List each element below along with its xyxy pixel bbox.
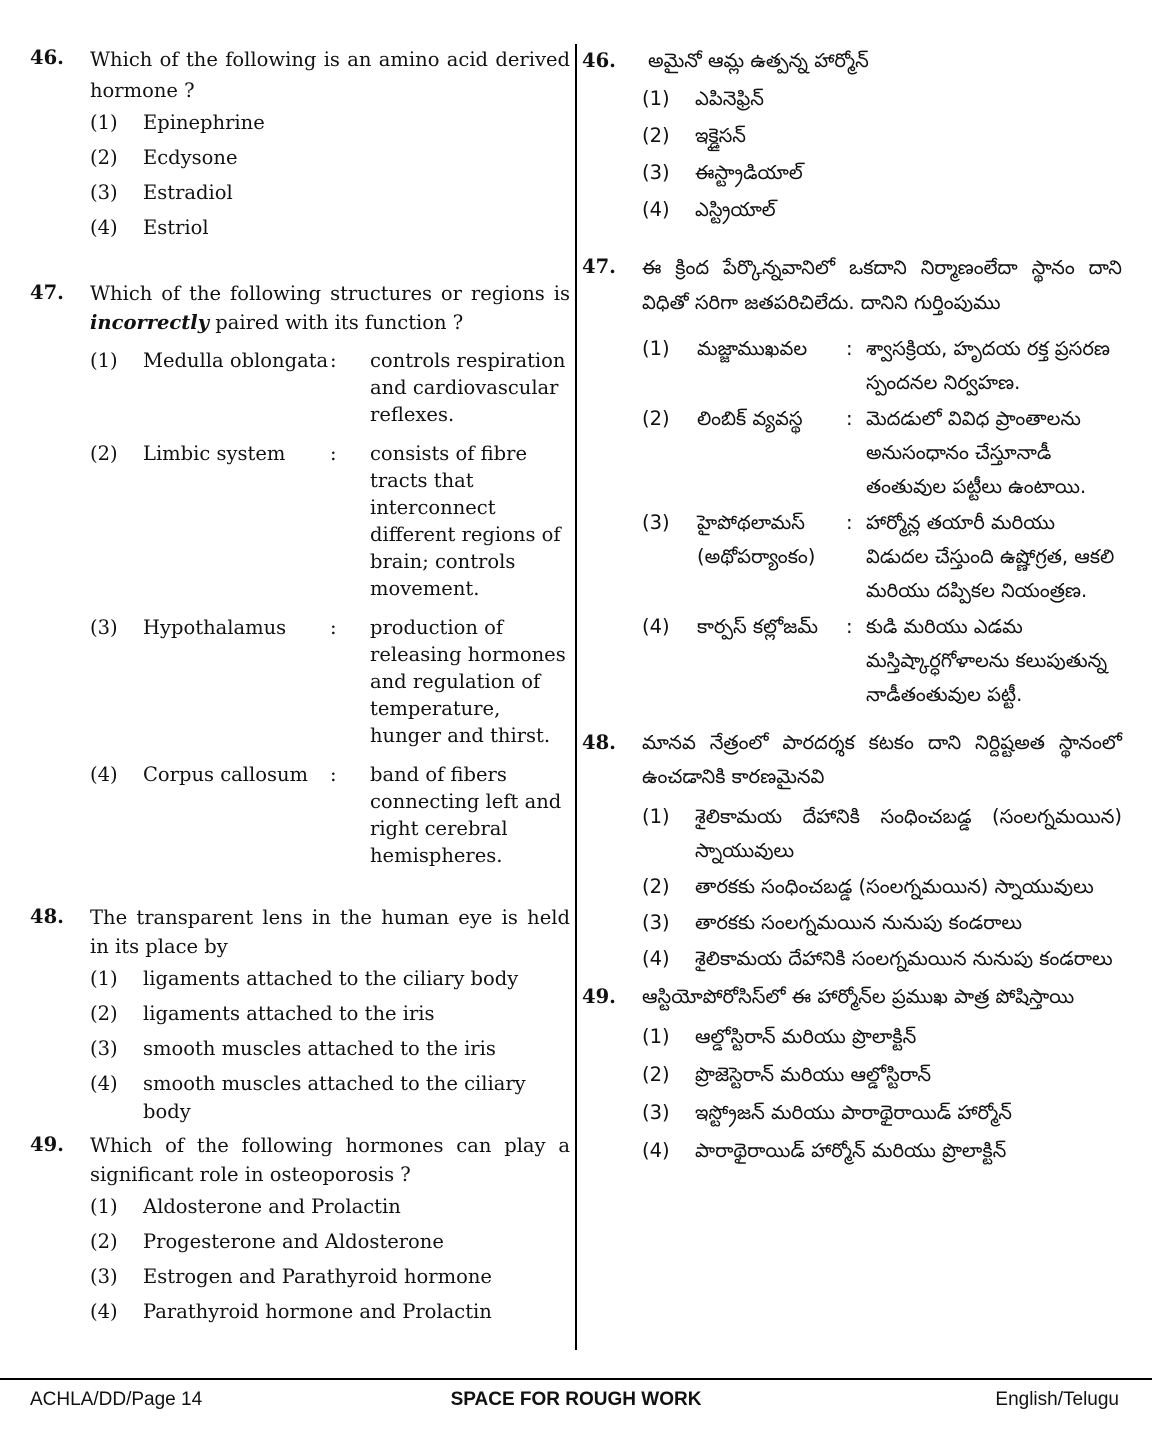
option-text: Parathyroid hormone and Prolactin <box>143 1300 492 1323</box>
option-text: Epinephrine <box>143 111 265 134</box>
option-number: (3) <box>90 181 118 204</box>
question-number: 49. <box>30 1133 64 1156</box>
option-number: (2) <box>642 124 670 147</box>
question-text: అమైనో ఆమ్ల ఉత్పన్న హార్మోన్ <box>648 49 869 72</box>
structure-name: Hypothalamus <box>143 616 287 639</box>
function-description: band of fibers connecting left and right cerebral hemispheres. <box>370 763 562 867</box>
option-number: (3) <box>90 616 118 639</box>
option <box>90 144 570 179</box>
option <box>90 1070 570 1123</box>
option-number: (4) <box>642 615 670 638</box>
option <box>90 1228 570 1263</box>
option-number: (4) <box>642 947 670 970</box>
option-text: తారకకు సంధించబడ్డ (సంలగ్నమయిన) స్నాయువులు <box>695 875 1094 898</box>
question-46-telugu <box>582 44 1122 230</box>
question-text: Which of the following hormones can play a significant role in osteoporosis ? <box>90 1134 570 1186</box>
option-number: (2) <box>90 442 118 465</box>
option-text: ఎస్ట్రియాల్ <box>695 198 776 221</box>
page-code: ACHLA/DD/Page 14 <box>30 1389 203 1410</box>
option-number: (4) <box>642 1139 670 1162</box>
structure-name: కార్పస్ కల్లోజమ్ <box>697 615 819 638</box>
option <box>642 82 1122 119</box>
option <box>90 214 570 249</box>
column-divider <box>575 44 577 1350</box>
option-number: (1) <box>90 967 118 990</box>
separator: : <box>846 511 853 534</box>
separator: : <box>846 615 853 638</box>
option-text: ఎపినెఫ్రిన్ <box>695 87 764 110</box>
option <box>90 1193 570 1228</box>
language-label: English/Telugu <box>995 1389 1119 1410</box>
option-text: ఆల్డోస్టిరాన్ మరియు ప్రొలాక్టిన్ <box>695 1025 917 1048</box>
option-text: Estrogen and Parathyroid hormone <box>143 1265 492 1288</box>
option-number: (2) <box>90 146 118 169</box>
question-text: మానవ నేత్రంలో పారదర్శక కటకం దాని నిర్దిష్టఅత స్థానంలో ఉంచడానికి కారణమైనవి <box>642 731 1122 788</box>
question-47 <box>30 279 570 869</box>
separator: : <box>330 442 337 465</box>
option <box>642 119 1122 156</box>
question-number: 49. <box>582 985 616 1008</box>
option-number: (1) <box>90 1195 118 1218</box>
option-number: (3) <box>642 161 670 184</box>
option <box>642 870 1122 904</box>
question-46 <box>30 44 570 249</box>
match-row <box>642 402 1122 504</box>
question-48-telugu <box>582 726 1122 976</box>
match-row <box>642 610 1122 712</box>
question-number: 47. <box>582 255 616 278</box>
question-text: ఆస్టియోపోరోసిస్‌లో ఈ హార్మోన్‌ల ప్రముఖ పాత్ర పోషిస్తాయి <box>642 985 1075 1008</box>
function-description: controls respiration and cardiovascular reflexes. <box>370 349 566 426</box>
option-number: (2) <box>642 1063 670 1086</box>
option-text: ఇస్ట్రోజన్ మరియు పారాథైరాయిడ్ హార్మోన్ <box>695 1101 1012 1124</box>
function-description: కుడి మరియు ఎడమ మస్తిష్కార్ధగోళాలను కలుపుతున్న నాడీతంతువుల పట్టీ. <box>866 615 1108 706</box>
option <box>642 1134 1122 1172</box>
option-text: తారకకు సంలగ్నమయిన నునుపు కండరాలు <box>695 911 1022 934</box>
option-number: (1) <box>642 87 670 110</box>
question-number: 46. <box>582 49 616 72</box>
option-number: (1) <box>90 349 118 372</box>
option <box>642 193 1122 230</box>
option-number: (3) <box>90 1037 118 1060</box>
match-row <box>90 440 570 602</box>
structure-name: Corpus callosum <box>143 763 309 786</box>
function-description: consists of fibre tracts that interconnect different regions of brain; controls movement. <box>370 442 561 600</box>
option <box>90 1035 570 1070</box>
question-number: 46. <box>30 46 64 69</box>
option-number: (1) <box>642 1025 670 1048</box>
separator: : <box>330 349 337 372</box>
telugu-column <box>582 40 1122 1172</box>
match-row <box>90 614 570 749</box>
option-text: శైలికామయ దేహానికి సంధించబడ్డ (సంలగ్నమయిన) స్నాయువులు <box>695 805 1122 862</box>
function-description: శ్వాసక్రియ, హృదయ రక్త ప్రసరణ స్పందనల నిర్వహణ. <box>866 337 1111 394</box>
structure-name: మజ్జాముఖవల <box>697 337 808 360</box>
option-number: (3) <box>642 911 670 934</box>
option-text: smooth muscles attached to the ciliary body <box>143 1072 526 1123</box>
option <box>642 800 1122 868</box>
option-number: (1) <box>642 337 670 360</box>
option-number: (3) <box>642 1101 670 1124</box>
option-number: (4) <box>90 216 118 239</box>
option <box>90 1298 570 1333</box>
match-row <box>90 347 570 428</box>
option <box>642 1058 1122 1096</box>
option-text: ligaments attached to the iris <box>143 1002 435 1025</box>
emphasis-word: incorrectly <box>90 311 210 334</box>
option-number: (4) <box>90 763 118 786</box>
rough-work-label: SPACE FOR ROUGH WORK <box>450 1389 702 1410</box>
option-text: ligaments attached to the ciliary body <box>143 967 519 990</box>
separator: : <box>846 407 853 430</box>
option-text: smooth muscles attached to the iris <box>143 1037 496 1060</box>
question-number: 47. <box>30 281 64 304</box>
structure-name: Medulla oblongata <box>143 349 329 372</box>
option <box>90 1000 570 1035</box>
option-text: ఇక్డైసన్ <box>695 124 746 147</box>
option <box>90 179 570 214</box>
function-description: మెదడులో వివిధ ప్రాంతాలను అనుసంధానం చేస్తూనాడీ తంతువుల పట్టీలు ఉంటాయి. <box>866 407 1087 498</box>
option-text: Progesterone and Aldosterone <box>143 1230 444 1253</box>
separator: : <box>330 763 337 786</box>
question-text-part: Which of the following structures or regions is <box>90 282 570 305</box>
option <box>642 156 1122 193</box>
option <box>90 965 570 1000</box>
option-number: (1) <box>90 111 118 134</box>
match-row <box>642 506 1122 608</box>
option-number: (2) <box>642 407 670 430</box>
option-text: పారాథైరాయిడ్ హార్మోన్ మరియు ప్రొలాక్టిన్ <box>695 1139 1007 1162</box>
question-text: Which of the following is an amino acid derived hormone ? <box>90 48 570 102</box>
function-description: production of releasing hormones and regulation of temperature, hunger and thirst. <box>370 616 566 747</box>
separator: : <box>330 616 337 639</box>
question-47-telugu <box>582 250 1122 712</box>
question-text: ఈ క్రింద పేర్కొన్నవానిలో ఒకదాని నిర్మాణంలేదా స్థానం దాని విధితో సరిగా జతపరిచిలేదు. దానిని గుర్తింపుము <box>642 256 1122 314</box>
option-text: ప్రొజెస్టెరాన్ మరియు ఆల్డోస్టిరాన్ <box>695 1063 932 1086</box>
option-number: (4) <box>90 1300 118 1323</box>
option-text: ఈస్ట్రాడియాల్ <box>695 161 803 184</box>
option-text: Ecdysone <box>143 146 238 169</box>
footer-rule <box>0 1378 1152 1380</box>
structure-name: లింబిక్ వ్యవస్థ <box>697 407 803 430</box>
question-49 <box>30 1131 570 1333</box>
structure-name: హైపోథలామస్ (అథోపర్యాంకం) <box>697 511 816 568</box>
option <box>642 906 1122 940</box>
question-48 <box>30 903 570 1123</box>
option-number: (3) <box>642 511 670 534</box>
option <box>642 1096 1122 1134</box>
option-number: (2) <box>90 1230 118 1253</box>
option-text: శైలికామయ దేహానికి సంలగ్నమయిన నునుపు కండరాలు <box>695 947 1113 970</box>
match-row <box>90 761 570 869</box>
option-number: (4) <box>90 1072 118 1095</box>
question-number: 48. <box>582 731 616 754</box>
english-column <box>30 40 570 1333</box>
option <box>642 1020 1122 1058</box>
question-number: 48. <box>30 905 64 928</box>
function-description: హార్మోన్ల తయారీ మరియు విడుదల చేస్తుంది ఉష్ణోగ్రత, ఆకలి మరియు దప్పికల నియంత్రణ. <box>866 511 1115 602</box>
option <box>90 109 570 144</box>
option-text: Aldosterone and Prolactin <box>143 1195 401 1218</box>
option-number: (2) <box>90 1002 118 1025</box>
question-text <box>90 279 570 337</box>
option-number: (3) <box>90 1265 118 1288</box>
question-49-telugu <box>582 980 1122 1172</box>
question-text-part: paired with its function ? <box>215 311 464 334</box>
option-number: (2) <box>642 875 670 898</box>
option <box>90 1263 570 1298</box>
option-number: (1) <box>642 805 670 828</box>
structure-name: Limbic system <box>143 442 286 465</box>
separator: : <box>846 337 853 360</box>
option <box>642 942 1122 976</box>
option-text: Estriol <box>143 216 209 239</box>
question-text: The transparent lens in the human eye is held in its place by <box>90 906 570 958</box>
option-number: (4) <box>642 198 670 221</box>
match-row <box>642 332 1122 400</box>
option-text: Estradiol <box>143 181 233 204</box>
